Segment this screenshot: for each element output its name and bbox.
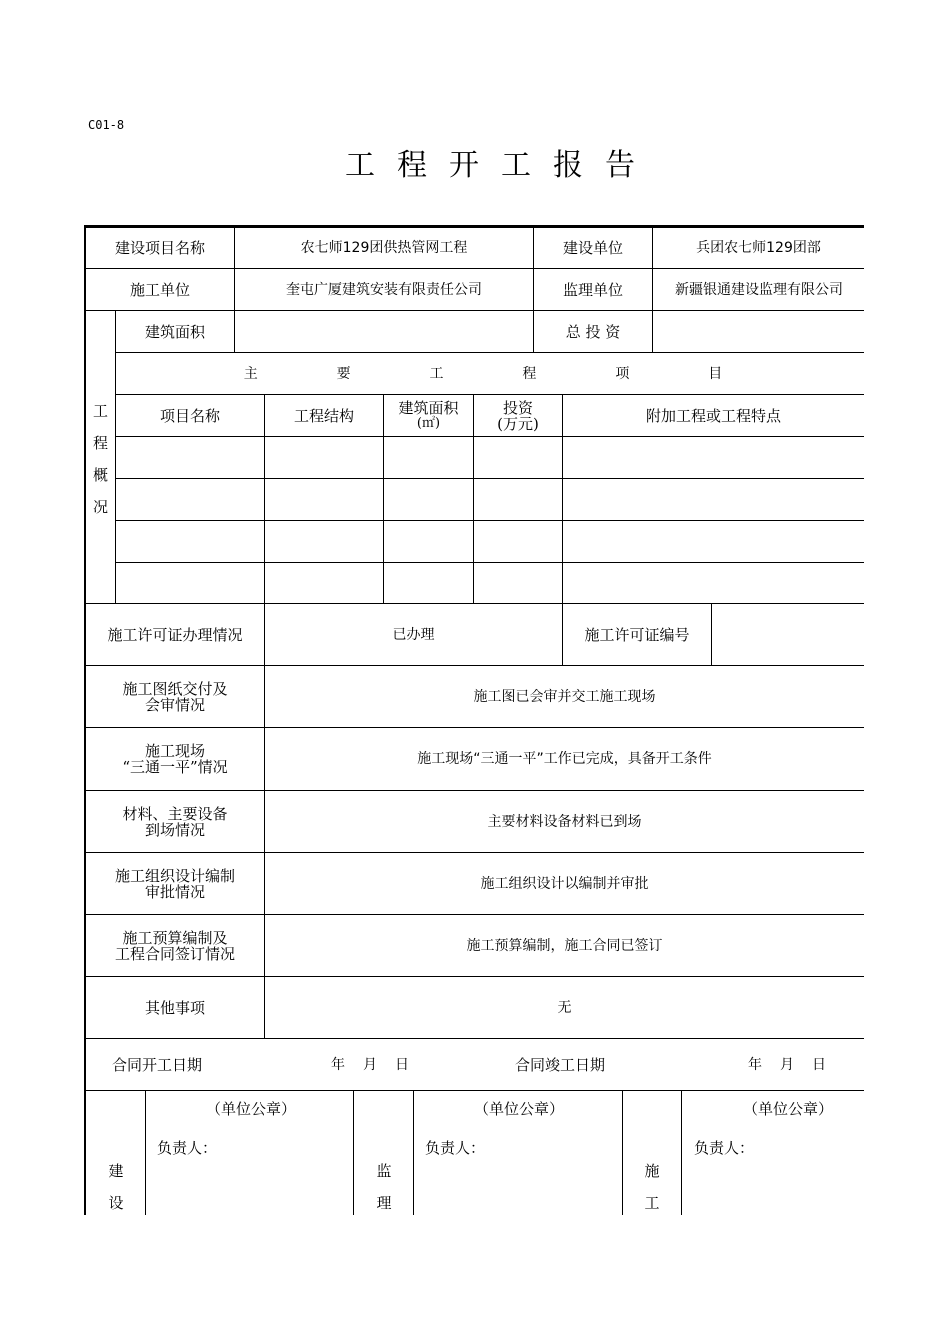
supervisor-value: 新疆银通建设监理有限公司 [675, 281, 843, 298]
side-char: 程 [92, 434, 108, 452]
supervise-stamp: （单位公章） [474, 1100, 565, 1118]
construct-char: 施 [644, 1162, 660, 1180]
col-investment-l1: 投资 [502, 398, 533, 417]
construct-person: 负责人： [694, 1139, 755, 1157]
title-char: 程 [397, 148, 427, 183]
site-prep-label-l1: 施工现场 [144, 742, 205, 760]
side-char: 工 [92, 402, 108, 420]
col-investment-unit: (万元) [497, 414, 539, 433]
contract-end-label: 合同竣工日期 [515, 1055, 606, 1074]
build-person: 负责人： [157, 1139, 218, 1157]
supervise-char: 监 [376, 1162, 392, 1180]
build-char: 建 [108, 1162, 124, 1180]
supervisor-label: 监理单位 [562, 280, 623, 299]
budget-label-l2: 工程合同签订情况 [114, 944, 235, 963]
budget-label [86, 915, 264, 976]
start-year: 年 [331, 1056, 345, 1073]
start-month: 月 [363, 1056, 377, 1073]
title-char: 工 [345, 148, 375, 183]
form-code: C01-8 [88, 118, 125, 132]
title-char: 告 [605, 148, 635, 183]
title-char: 工 [501, 148, 531, 183]
project-name-value: 农七师129团供热管网工程 [300, 240, 468, 256]
build-stamp: （单位公章） [206, 1100, 297, 1118]
build-char: 设 [108, 1194, 124, 1212]
drawings-label-l1: 施工图纸交付及 [122, 679, 228, 698]
construct-side-label [644, 1155, 660, 1219]
org-design-value: 施工组织设计以编制并审批 [480, 875, 649, 892]
overview-side-label [86, 394, 115, 524]
construct-char: 工 [644, 1194, 660, 1212]
contract-start-label: 合同开工日期 [112, 1055, 203, 1074]
end-month: 月 [780, 1056, 794, 1073]
budget-value: 施工预算编制，施工合同已签订 [466, 937, 663, 954]
col-features: 附加工程或工程特点 [645, 406, 781, 425]
col-building-area [384, 395, 473, 436]
page-title [0, 140, 950, 184]
total-investment-label: 总 投 资 [565, 322, 621, 341]
org-design-label [86, 853, 264, 914]
contractor-value: 奎屯广厦建筑安装有限责任公司 [286, 281, 482, 298]
drawings-label [86, 666, 264, 727]
main-items-title: 主 要 工 程 项 目 [243, 365, 737, 382]
build-side-label [108, 1155, 124, 1219]
side-char: 况 [92, 498, 108, 516]
owner-unit-value: 兵团农七师129团部 [696, 240, 821, 256]
org-design-label-l2: 审批情况 [144, 882, 205, 901]
col-project-name: 项目名称 [159, 406, 220, 425]
end-day: 日 [812, 1056, 826, 1073]
col-investment [474, 395, 562, 436]
site-prep-label [86, 728, 264, 790]
other-label: 其他事项 [144, 998, 205, 1017]
materials-label-l1: 材料、主要设备 [122, 804, 228, 823]
permit-status-value: 已办理 [392, 626, 435, 643]
construct-stamp: （单位公章） [743, 1100, 834, 1118]
title-char: 报 [553, 148, 583, 183]
owner-unit-label: 建设单位 [562, 239, 623, 257]
project-name-label: 建设项目名称 [114, 239, 205, 257]
org-design-label-l1: 施工组织设计编制 [114, 866, 235, 885]
drawings-value: 施工图已会审并交工施工现场 [473, 688, 656, 705]
title-char: 开 [449, 148, 479, 183]
site-prep-value: 施工现场“三通一平”工作已完成，具备开工条件 [417, 751, 712, 767]
materials-value: 主要材料设备材料已到场 [487, 813, 642, 830]
building-area-label: 建筑面积 [144, 322, 205, 341]
drawings-label-l2: 会审情况 [144, 695, 205, 714]
permit-status-label: 施工许可证办理情况 [107, 625, 243, 644]
supervise-person: 负责人： [425, 1139, 486, 1157]
materials-label-l2: 到场情况 [144, 820, 205, 839]
site-prep-label-l2: “三通一平”情况 [122, 758, 228, 776]
col-structure: 工程结构 [293, 406, 354, 425]
col-building-area-unit: (㎡) [416, 415, 441, 431]
start-day: 日 [395, 1056, 409, 1073]
permit-number-label: 施工许可证编号 [584, 625, 690, 644]
contractor-label: 施工单位 [129, 280, 190, 299]
supervise-side-label [376, 1155, 392, 1219]
materials-label [86, 791, 264, 852]
end-year: 年 [748, 1056, 762, 1073]
budget-label-l1: 施工预算编制及 [122, 928, 228, 947]
col-building-area-l1: 建筑面积 [398, 398, 459, 417]
other-value: 无 [557, 999, 572, 1016]
supervise-char: 理 [376, 1194, 392, 1212]
side-char: 概 [92, 466, 108, 484]
